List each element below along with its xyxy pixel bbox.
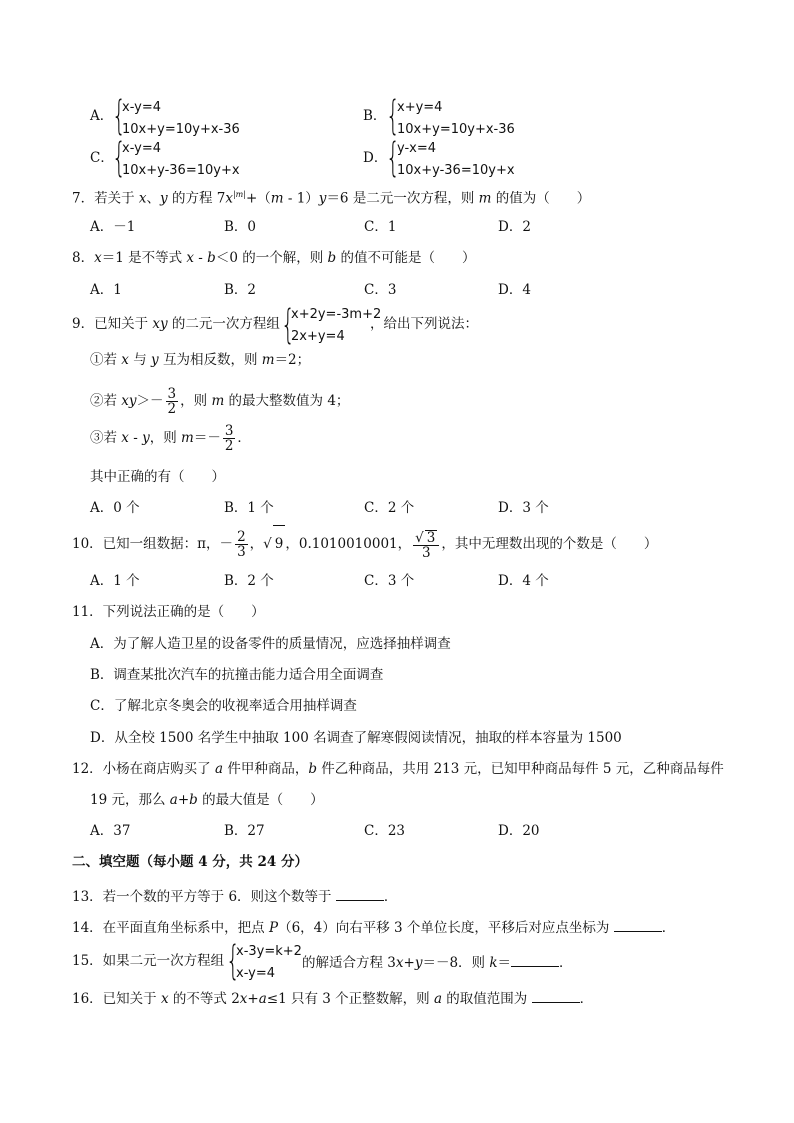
q9-option-a: A．0 个 xyxy=(90,500,140,516)
q12-stem-line2: 19 元，那么 a+b 的最大值是（ ） xyxy=(90,792,324,808)
q6-option-c-label: C． xyxy=(90,150,114,166)
q6-option-c-eq2: 10x+y-36=10y+x xyxy=(122,163,240,178)
q6-option-b-brace: { xyxy=(386,93,400,139)
q8-option-b: B．2 xyxy=(224,282,257,298)
q11-option-c: C．了解北京冬奥会的收视率适合用抽样调查 xyxy=(90,698,357,714)
q11-stem: 11．下列说法正确的是（ ） xyxy=(72,604,265,620)
q15-answer-blank[interactable] xyxy=(511,952,559,967)
q9-statement-1: ①若 x 与 y 互为相反数，则 m＝2； xyxy=(90,352,311,368)
q9-statement-3: ③若 x - y，则 m＝－ $\frac{3}{2}$ ． xyxy=(90,423,251,454)
q15-stem-start: 15．如果二元一次方程组 xyxy=(72,953,225,969)
q7-stem: 7．若关于 x、y 的方程 $7x^{|m|}+(m - 1)y=6$ 是二元一次方程，则 m 的值为（ ） xyxy=(72,190,591,207)
q9-stem-end: ，给出下列说法： xyxy=(370,316,478,332)
q6-option-a-eq1: x-y=4 xyxy=(122,100,162,115)
q6-option-a-brace: { xyxy=(112,93,126,139)
q16-stem: 16．已知关于 x 的不等式 2x+a≤1 只有 3 个正整数解，则 a 的取值范围为 ． xyxy=(72,988,593,1008)
q9-eq2: 2x+y=4 xyxy=(291,329,345,344)
q10-sqrt-9: √ 9 xyxy=(263,536,285,552)
q9-stem-start: 9．已知关于 xy 的二元一次方程组 xyxy=(72,316,280,332)
q9-option-b: B．1 个 xyxy=(224,500,274,516)
q6-option-b-eq2: 10x+y=10y+x-36 xyxy=(397,122,515,137)
q6-option-d-system xyxy=(397,138,515,182)
q7-option-c: C．1 xyxy=(364,219,397,235)
q6-option-a-system xyxy=(122,97,240,141)
q11-option-b: B．调查某批次汽车的抗撞击能力适合用全面调查 xyxy=(90,667,384,683)
q6-option-c-system xyxy=(122,138,240,182)
q10-fraction: $\frac{2}{3}$ xyxy=(237,529,246,560)
q6-option-d-eq2: 10x+y-36=10y+x xyxy=(397,163,515,178)
q16-answer-blank[interactable] xyxy=(532,988,580,1003)
q8-option-c: C．3 xyxy=(364,282,397,298)
q10-option-d: D．4 个 xyxy=(498,573,549,589)
q9-question: 其中正确的有（ ） xyxy=(90,469,225,485)
q10-sqrt3-fraction: $\frac{√ 3}{3}$ xyxy=(413,530,439,560)
q11-option-a: A．为了解人造卫星的设备零件的质量情况，应选择抽样调查 xyxy=(90,636,451,652)
q6-option-c-eq1: x-y=4 xyxy=(122,141,162,156)
q9-s2-fraction: $\frac{3}{2}$ xyxy=(167,386,177,417)
q13-answer-blank[interactable] xyxy=(336,886,384,901)
q8-option-d: D．4 xyxy=(498,282,531,298)
q15-eq1: x-3y=k+2 xyxy=(236,944,302,959)
q12-option-b: B．27 xyxy=(224,823,265,839)
q14-stem: 14．在平面直角坐标系中，把点 P（6，4）向右平移 3 个单位长度，平移后对应点坐标为 ． xyxy=(72,917,675,937)
q9-option-c: C．2 个 xyxy=(364,500,415,516)
q10-option-c: C．3 个 xyxy=(364,573,415,589)
q6-option-a-eq2: 10x+y=10y+x-36 xyxy=(122,122,240,137)
q9-statement-2: ②若 xy＞－ $\frac{3}{2}$ ，则 m 的最大整数值为 4； xyxy=(90,386,350,417)
q9-eq1: x+2y=-3m+2 xyxy=(291,307,382,322)
q12-option-a: A．37 xyxy=(90,823,131,839)
q10-option-b: B．2 个 xyxy=(224,573,274,589)
q6-option-d-eq1: y-x=4 xyxy=(397,141,437,156)
q8-option-a: A．1 xyxy=(90,282,122,298)
q7-option-a: A．－1 xyxy=(90,219,136,235)
q6-option-a-label: A． xyxy=(90,108,114,124)
q13-stem: 13．若一个数的平方等于 6．则这个数等于 ． xyxy=(72,886,397,906)
q8-stem: 8．x＝1 是不等式 x - b＜0 的一个解，则 b 的值不可能是（ ） xyxy=(72,250,476,266)
q6-option-b-system xyxy=(397,97,515,141)
q6-option-b-eq1: x+y=4 xyxy=(397,100,443,115)
q12-option-d: D．20 xyxy=(498,823,540,839)
q6-option-d-label: D． xyxy=(363,150,388,166)
q15-system xyxy=(236,941,302,985)
q6-option-d-brace: { xyxy=(386,135,400,181)
q12-stem-line1: 12．小杨在商店购买了 a 件甲种商品，b 件乙种商品，共用 213 元，已知甲种商品每件 5 元，乙种商品每件 xyxy=(72,761,724,777)
q15-eq2: x-y=4 xyxy=(236,966,276,981)
section-2-title: 二、填空题（每小题 4 分，共 24 分） xyxy=(72,854,308,870)
q7-option-b: B．0 xyxy=(224,219,257,235)
q11-option-d: D．从全校 1500 名学生中抽取 100 名调查了解寒假阅读情况，抽取的样本容量为 1500 xyxy=(90,730,622,746)
q15-stem-end: 的解适合方程 3x+y＝－8．则 k＝ ． xyxy=(302,952,573,972)
q10-option-a: A．1 个 xyxy=(90,573,140,589)
q9-system xyxy=(291,304,381,348)
q6-option-c-brace: { xyxy=(112,135,126,181)
q9-system-brace: { xyxy=(281,302,295,348)
q10-stem: 10．已知一组数据：π，－ $\frac{2}{3}$ ，√ 9 ，0.1010010001， $\frac{√ 3}{3}$ ，其中无理数出现的个数是（ ） xyxy=(72,525,657,562)
q15-system-brace: { xyxy=(226,938,240,984)
q14-answer-blank[interactable] xyxy=(614,917,662,932)
q7-option-d: D．2 xyxy=(498,219,531,235)
q9-s3-fraction: $\frac{3}{2}$ xyxy=(224,423,234,454)
q6-option-b-label: B． xyxy=(363,108,387,124)
q12-option-c: C．23 xyxy=(364,823,406,839)
q9-option-d: D．3 个 xyxy=(498,500,549,516)
